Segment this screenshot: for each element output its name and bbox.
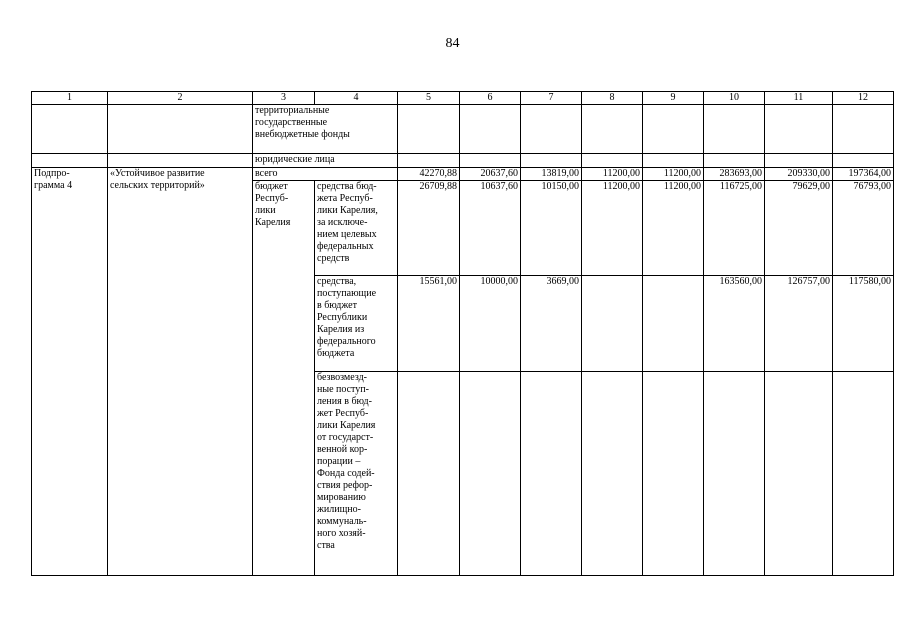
value-cell bbox=[643, 372, 704, 576]
table-cell bbox=[582, 154, 643, 168]
value-cell: 10000,00 bbox=[460, 276, 521, 372]
table-cell bbox=[833, 154, 894, 168]
value-cell: 116725,00 bbox=[704, 181, 765, 276]
table-cell bbox=[704, 154, 765, 168]
subprogram-name-cell: «Устойчивое развитие сельских территорий» bbox=[108, 168, 253, 576]
table-cell bbox=[704, 105, 765, 154]
value-cell: 11200,00 bbox=[643, 168, 704, 181]
column-header: 7 bbox=[521, 92, 582, 105]
column-header: 2 bbox=[108, 92, 253, 105]
value-cell: 76793,00 bbox=[833, 181, 894, 276]
value-cell bbox=[643, 276, 704, 372]
value-cell: 11200,00 bbox=[582, 168, 643, 181]
column-header: 4 bbox=[315, 92, 398, 105]
value-cell: 3669,00 bbox=[521, 276, 582, 372]
value-cell: 11200,00 bbox=[582, 181, 643, 276]
value-cell bbox=[521, 372, 582, 576]
table-cell bbox=[398, 154, 460, 168]
column-header: 8 bbox=[582, 92, 643, 105]
value-cell bbox=[765, 372, 833, 576]
value-cell bbox=[398, 372, 460, 576]
value-cell bbox=[704, 372, 765, 576]
value-cell: 42270,88 bbox=[398, 168, 460, 181]
value-cell: 15561,00 bbox=[398, 276, 460, 372]
value-cell bbox=[460, 372, 521, 576]
table-row bbox=[32, 154, 894, 168]
column-header: 3 bbox=[253, 92, 315, 105]
header-row bbox=[32, 92, 894, 105]
table-cell bbox=[108, 154, 253, 168]
table-row bbox=[32, 105, 894, 154]
column-header: 1 bbox=[32, 92, 108, 105]
funding-detail-cell: безвозмезд- ные поступ- ления в бюд- жет Респуб- лики Карелия от государст- венной кор- порации – Фонда содей- ствия рефор- мированию жилищно- коммуналь- ного хозяй- ства bbox=[315, 372, 398, 576]
page-number: 84 bbox=[445, 36, 460, 51]
table-cell bbox=[521, 154, 582, 168]
table-cell bbox=[765, 105, 833, 154]
value-cell: 10637,60 bbox=[460, 181, 521, 276]
column-header: 10 bbox=[704, 92, 765, 105]
column-header: 6 bbox=[460, 92, 521, 105]
table-cell bbox=[460, 105, 521, 154]
column-header: 12 bbox=[833, 92, 894, 105]
value-cell bbox=[582, 276, 643, 372]
table-cell bbox=[582, 105, 643, 154]
value-cell: 117580,00 bbox=[833, 276, 894, 372]
value-cell: 79629,00 bbox=[765, 181, 833, 276]
column-header: 5 bbox=[398, 92, 460, 105]
value-cell: 26709,88 bbox=[398, 181, 460, 276]
value-cell: 197364,00 bbox=[833, 168, 894, 181]
table-cell bbox=[833, 105, 894, 154]
table-cell bbox=[460, 154, 521, 168]
value-cell bbox=[833, 372, 894, 576]
table-cell bbox=[643, 154, 704, 168]
value-cell: 126757,00 bbox=[765, 276, 833, 372]
subprogram-code-cell: Подпро- грамма 4 bbox=[32, 168, 108, 576]
table-row bbox=[32, 168, 894, 181]
column-header: 9 bbox=[643, 92, 704, 105]
funding-source-cell: бюджет Респуб- лики Карелия bbox=[253, 181, 315, 576]
value-cell: 13819,00 bbox=[521, 168, 582, 181]
funding-detail-cell: средства, поступающие в бюджет Республики Карелия из федерального бюджета bbox=[315, 276, 398, 372]
table-cell bbox=[32, 154, 108, 168]
value-cell: 10150,00 bbox=[521, 181, 582, 276]
budget-table bbox=[31, 91, 894, 576]
table-cell bbox=[521, 105, 582, 154]
funding-source-cell: всего bbox=[253, 168, 398, 181]
value-cell: 20637,60 bbox=[460, 168, 521, 181]
value-cell: 11200,00 bbox=[643, 181, 704, 276]
column-header: 11 bbox=[765, 92, 833, 105]
funding-source-cell: территориальные государственные внебюджетные фонды bbox=[253, 105, 398, 154]
value-cell bbox=[582, 372, 643, 576]
funding-detail-cell: средства бюд- жета Респуб- лики Карелия, за исключе- нием целевых федеральных средств bbox=[315, 181, 398, 276]
table-cell bbox=[765, 154, 833, 168]
table-cell bbox=[32, 105, 108, 154]
funding-source-cell: юридические лица bbox=[253, 154, 398, 168]
value-cell: 283693,00 bbox=[704, 168, 765, 181]
value-cell: 209330,00 bbox=[765, 168, 833, 181]
table-cell bbox=[643, 105, 704, 154]
table-cell bbox=[108, 105, 253, 154]
value-cell: 163560,00 bbox=[704, 276, 765, 372]
table-cell bbox=[398, 105, 460, 154]
